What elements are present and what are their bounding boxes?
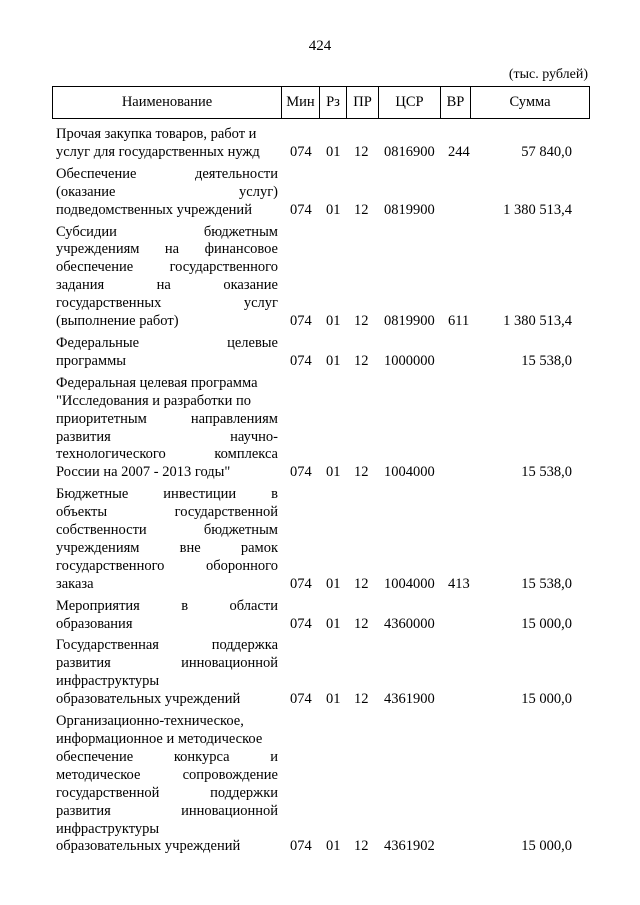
- row-vr: 611: [448, 313, 470, 330]
- row-name-line: [56, 393, 278, 411]
- row-rz: 01: [326, 575, 341, 592]
- row-name-word: оказание: [223, 277, 278, 294]
- row-name-line: [56, 411, 278, 429]
- row-name-line: [56, 446, 278, 464]
- row-min: 074: [290, 575, 312, 592]
- row-name-word: учреждениям: [56, 241, 140, 258]
- row-csr: 4361900: [384, 691, 435, 708]
- row-name-word: развития: [56, 655, 111, 672]
- row-name-word: инвестиции: [163, 486, 237, 503]
- row-name-line: [56, 313, 278, 331]
- row-name-word: комплекса: [214, 446, 278, 463]
- row-name-line: [56, 713, 278, 731]
- row-vr: 413: [448, 575, 470, 592]
- row-name-line: [56, 767, 278, 785]
- row-name-word: "Исследования и разработки по: [56, 392, 251, 409]
- row-name-word: рамок: [240, 539, 278, 556]
- row-name-line: [56, 576, 278, 594]
- row-name-word: Бюджетные: [56, 486, 129, 503]
- row-name-line: [56, 144, 278, 162]
- row-name-line: [56, 616, 278, 634]
- budget-table-body: [56, 126, 596, 860]
- row-name-word: приоритетным: [56, 410, 147, 427]
- table-row: [56, 486, 596, 593]
- row-name-line: [56, 202, 278, 220]
- table-header: [52, 86, 590, 119]
- row-name: [56, 126, 278, 162]
- row-name-word: методическое: [56, 766, 141, 783]
- row-name-line: [56, 166, 278, 184]
- row-name-word: финансовое: [204, 241, 278, 258]
- row-rz: 01: [326, 313, 341, 330]
- row-name-line: [56, 522, 278, 540]
- row-sum: 1 380 513,4: [503, 313, 572, 330]
- row-name-word: государственной: [174, 504, 278, 521]
- row-min: 074: [290, 352, 312, 369]
- row-name-word: вне: [179, 539, 201, 556]
- header-csr: ЦСР: [379, 87, 441, 118]
- row-name-line: [56, 673, 278, 691]
- row-name-word: заказа: [56, 575, 94, 592]
- row-name-word: задания: [56, 277, 105, 294]
- row-name-word: на: [156, 277, 171, 294]
- row-name-line: [56, 598, 278, 616]
- table-row: [56, 598, 596, 634]
- row-sum: 15 000,0: [521, 615, 572, 632]
- row-name: [56, 375, 278, 482]
- row-csr: 0819900: [384, 313, 435, 330]
- row-name-word: Государственная: [56, 637, 159, 654]
- row-name: [56, 637, 278, 709]
- row-min: 074: [290, 691, 312, 708]
- row-name-word: услуг): [239, 183, 278, 200]
- row-name-word: государственной: [56, 784, 160, 801]
- row-pr: 12: [354, 313, 369, 330]
- row-name-word: образовательных учреждений: [56, 691, 241, 708]
- row-rz: 01: [326, 615, 341, 632]
- row-pr: 12: [354, 201, 369, 218]
- row-name-line: [56, 486, 278, 504]
- row-pr: 12: [354, 143, 369, 160]
- row-min: 074: [290, 313, 312, 330]
- row-pr: 12: [354, 691, 369, 708]
- row-min: 074: [290, 615, 312, 632]
- row-name: [56, 335, 278, 371]
- row-name-word: государственного: [56, 557, 165, 574]
- row-name-word: государственных: [56, 295, 162, 312]
- row-name-word: обеспечение: [56, 259, 134, 276]
- row-name-word: поддержки: [210, 784, 278, 801]
- row-name-word: научно-: [230, 428, 278, 445]
- row-name-line: [56, 731, 278, 749]
- row-name-word: оборонного: [206, 557, 278, 574]
- row-name-line: [56, 637, 278, 655]
- row-name-word: инфраструктуры: [56, 673, 160, 690]
- row-min: 074: [290, 838, 312, 855]
- row-name-line: [56, 375, 278, 393]
- row-name-line: [56, 277, 278, 295]
- row-name-word: Прочая закупка товаров, работ и: [56, 126, 257, 142]
- row-name-line: [56, 464, 278, 482]
- row-name-word: Мероприятия: [56, 597, 140, 614]
- row-name-word: в: [271, 486, 278, 503]
- table-row: [56, 166, 596, 220]
- row-name-word: в: [181, 597, 189, 614]
- row-name-line: [56, 838, 278, 856]
- row-pr: 12: [354, 838, 369, 855]
- row-name-line: [56, 429, 278, 447]
- row-csr: 1000000: [384, 352, 435, 369]
- row-name-word: услуг для государственных нужд: [56, 143, 260, 160]
- row-pr: 12: [354, 464, 369, 481]
- row-name-word: образовательных учреждений: [56, 838, 241, 855]
- row-name-line: [56, 259, 278, 277]
- row-name-line: [56, 335, 278, 353]
- header-rz: Рз: [320, 87, 347, 118]
- row-name-line: [56, 803, 278, 821]
- row-name-line: [56, 184, 278, 202]
- row-rz: 01: [326, 143, 341, 160]
- row-name-word: объекты: [56, 504, 108, 521]
- row-pr: 12: [354, 615, 369, 632]
- row-name-word: Обеспечение: [56, 165, 137, 182]
- table-row: [56, 637, 596, 709]
- row-sum: 15 000,0: [521, 838, 572, 855]
- row-sum: 15 538,0: [521, 575, 572, 592]
- row-name: [56, 486, 278, 593]
- table-row: [56, 126, 596, 162]
- header-min: Мин: [282, 87, 320, 118]
- row-pr: 12: [354, 575, 369, 592]
- row-name-line: [56, 691, 278, 709]
- row-name-word: технологического: [56, 446, 166, 463]
- row-name-word: государственного: [169, 259, 278, 276]
- row-name-word: Субсидии: [56, 223, 117, 240]
- table-row: [56, 224, 596, 331]
- units-note: (тыс. рублей): [508, 67, 588, 82]
- row-name-word: целевые: [227, 334, 278, 351]
- row-name-word: конкурса: [173, 748, 230, 765]
- row-name-word: направлениям: [190, 410, 278, 427]
- row-name-line: [56, 504, 278, 522]
- row-name-word: образования: [56, 615, 133, 632]
- row-csr: 4360000: [384, 615, 435, 632]
- row-name-word: обеспечение: [56, 748, 134, 765]
- row-name-word: на: [164, 241, 180, 258]
- row-sum: 57 840,0: [521, 143, 572, 160]
- row-name-word: собственности: [56, 522, 147, 539]
- row-name-word: бюджетным: [203, 522, 278, 539]
- row-name-line: [56, 353, 278, 371]
- header-pr: ПР: [347, 87, 379, 118]
- row-csr: 0816900: [384, 143, 435, 160]
- row-rz: 01: [326, 691, 341, 708]
- row-name-line: [56, 241, 278, 259]
- row-min: 074: [290, 464, 312, 481]
- row-name-word: сопровождение: [182, 766, 278, 783]
- row-name-word: подведомственных учреждений: [56, 201, 252, 218]
- row-rz: 01: [326, 464, 341, 481]
- row-csr: 1004000: [384, 575, 435, 592]
- row-name-word: (выполнение работ): [56, 313, 179, 330]
- header-name: Наименование: [53, 87, 282, 118]
- row-name-line: [56, 785, 278, 803]
- row-vr: 244: [448, 143, 470, 160]
- row-rz: 01: [326, 201, 341, 218]
- row-min: 074: [290, 201, 312, 218]
- row-name-line: [56, 295, 278, 313]
- row-name-word: Федеральные: [56, 334, 140, 351]
- row-name-word: бюджетным: [203, 223, 278, 240]
- row-sum: 1 380 513,4: [503, 201, 572, 218]
- row-name-word: и: [270, 748, 278, 765]
- row-name-word: (оказание: [56, 183, 116, 200]
- row-name-word: услуг: [243, 295, 278, 312]
- row-name-word: области: [229, 597, 278, 614]
- row-name-word: Организационно-техническое,: [56, 713, 244, 730]
- table-row: [56, 375, 596, 482]
- row-rz: 01: [326, 352, 341, 369]
- row-csr: 1004000: [384, 464, 435, 481]
- row-name: [56, 166, 278, 220]
- row-csr: 4361902: [384, 838, 435, 855]
- row-rz: 01: [326, 838, 341, 855]
- row-name: [56, 713, 278, 856]
- row-name-line: [56, 126, 278, 144]
- row-sum: 15 538,0: [521, 464, 572, 481]
- row-name-word: поддержка: [211, 637, 278, 654]
- row-sum: 15 538,0: [521, 352, 572, 369]
- row-name-word: России на 2007 - 2013 годы": [56, 464, 231, 481]
- row-min: 074: [290, 143, 312, 160]
- row-name-line: [56, 558, 278, 576]
- header-sum: Сумма: [509, 94, 551, 110]
- row-name-word: инновационной: [181, 655, 278, 672]
- row-name-word: программы: [56, 352, 126, 369]
- table-row: [56, 335, 596, 371]
- row-name-word: инновационной: [181, 802, 278, 819]
- row-name-word: деятельности: [194, 165, 278, 182]
- header-vr: ВР: [441, 87, 471, 118]
- row-name-line: [56, 224, 278, 242]
- row-name: [56, 598, 278, 634]
- row-csr: 0819900: [384, 201, 435, 218]
- row-name-word: учреждениям: [56, 539, 140, 556]
- row-name-word: развития: [56, 428, 111, 445]
- row-sum: 15 000,0: [521, 691, 572, 708]
- row-name-line: [56, 749, 278, 767]
- row-name-line: [56, 821, 278, 839]
- row-name-word: Федеральная целевая программа: [56, 374, 258, 391]
- page-number: 424: [308, 38, 332, 54]
- row-pr: 12: [354, 352, 369, 369]
- row-name-word: инфраструктуры: [56, 820, 160, 837]
- table-row: [56, 713, 596, 856]
- row-name-line: [56, 540, 278, 558]
- row-name-line: [56, 655, 278, 673]
- row-name: [56, 224, 278, 331]
- row-name-word: развития: [56, 802, 111, 819]
- row-name-word: информационное и методическое: [56, 731, 263, 747]
